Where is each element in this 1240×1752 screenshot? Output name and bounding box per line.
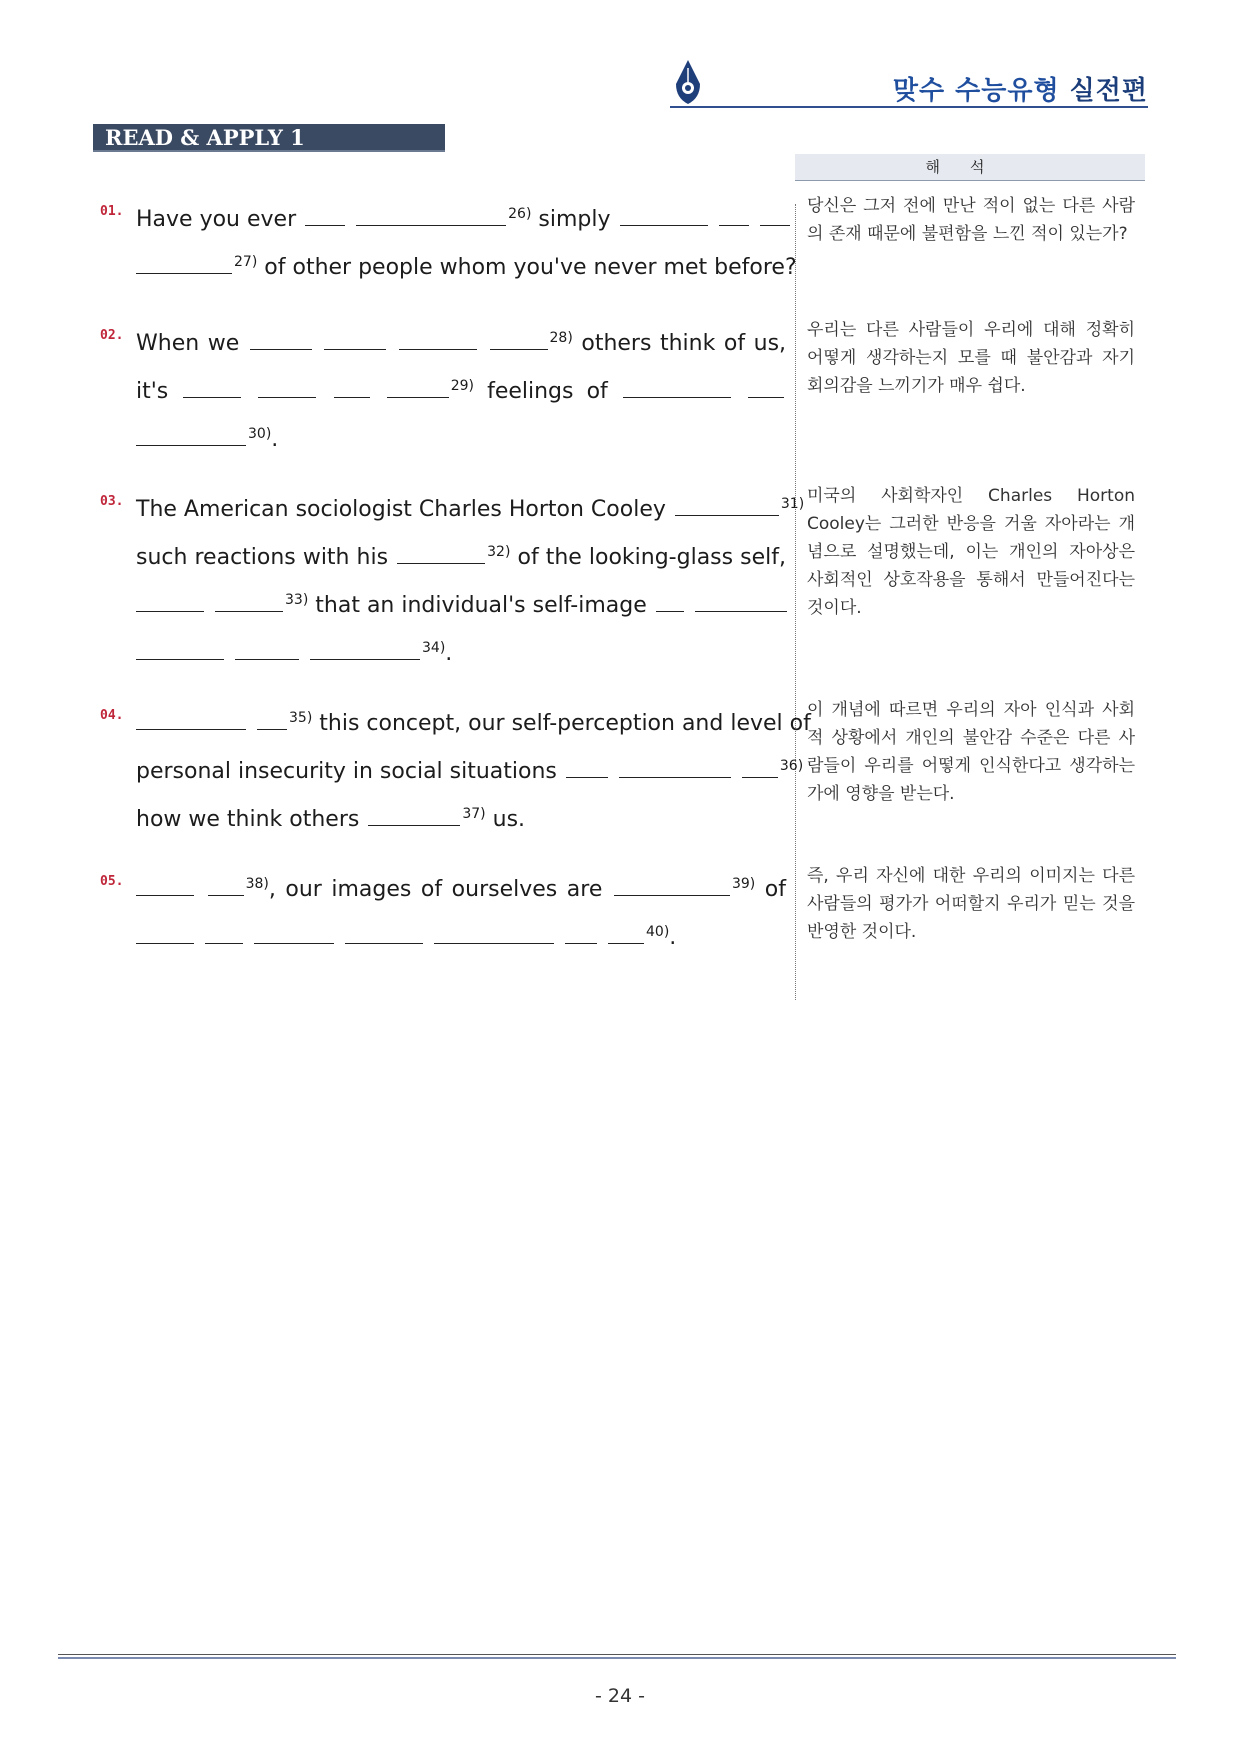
blank-number: 27): [234, 254, 258, 270]
text: that an individual's self-image: [315, 593, 647, 618]
blank-field[interactable]: [760, 207, 790, 226]
footer-rule: [58, 1654, 1176, 1655]
text: When we: [136, 331, 240, 356]
fountain-pen-logo-icon: [668, 58, 708, 108]
korean-translation: 이 개념에 따르면 우리의 자아 인식과 사회적 상황에서 개인의 불안감 수준은 다른 사람들이 우리를 어떻게 인식한다고 생각하는가에 영향을 받는다.: [807, 700, 1135, 804]
book-title-accent: 실전편: [1069, 76, 1148, 106]
blank-number: 29): [450, 378, 474, 394]
text: personal insecurity in social situations: [136, 759, 557, 784]
blank-number: 28): [549, 330, 573, 346]
blank-field[interactable]: [254, 925, 334, 944]
text: .: [271, 427, 279, 452]
blank-field[interactable]: [368, 807, 460, 826]
text: of the looking-glass self,: [517, 545, 787, 570]
blank-field[interactable]: [305, 207, 345, 226]
blank-field[interactable]: [490, 331, 548, 350]
blank-number: 38): [245, 876, 269, 892]
blank-field[interactable]: [136, 641, 224, 660]
sentence-line: [136, 860, 786, 908]
korean-translation: 미국의 사회학자인 Charles Horton Cooley는 그러한 반응을 거울 자아라는 개념으로 설명했는데, 이는 개인의 자아상은 사회적인 상호작용을 통해서 만들어진다는 것이다.: [807, 486, 1135, 618]
text: such reactions with his: [136, 545, 389, 570]
blank-field[interactable]: [619, 759, 731, 778]
blank-number: 34): [422, 640, 446, 656]
sentence-line: [136, 190, 786, 238]
blank-field[interactable]: [310, 641, 420, 660]
blank-field[interactable]: [345, 925, 423, 944]
blank-field[interactable]: [356, 207, 506, 226]
text: us.: [492, 807, 526, 832]
sentence-line: [136, 528, 786, 576]
blank-field[interactable]: [623, 379, 731, 398]
text: of: [764, 877, 787, 902]
text: Have you ever: [136, 207, 297, 232]
sentence-line: [136, 694, 811, 742]
text: of other people whom you've never met before?: [264, 255, 797, 280]
blank-field[interactable]: [136, 255, 232, 274]
blank-field[interactable]: [397, 545, 485, 564]
blank-number: 36): [779, 758, 804, 774]
blank-field[interactable]: [608, 925, 644, 944]
blank-field[interactable]: [324, 331, 386, 350]
blank-field[interactable]: [257, 711, 287, 730]
blank-field[interactable]: [399, 331, 477, 350]
blank-number: 31): [780, 496, 805, 512]
blank-field[interactable]: [258, 379, 316, 398]
column-divider: [795, 204, 796, 1000]
blank-field[interactable]: [566, 759, 608, 778]
sentence-line: [136, 576, 786, 624]
section-label: READ & APPLY 1: [93, 124, 445, 152]
blank-field[interactable]: [208, 877, 244, 896]
sentence-line: [136, 480, 805, 528]
text: .: [445, 641, 453, 666]
blank-field[interactable]: [565, 925, 597, 944]
item-number: 05.: [100, 874, 124, 889]
korean-translation: 즉, 우리 자신에 대한 우리의 이미지는 다른 사람들의 평가가 어떠할지 우리가 믿는 것을 반영한 것이다.: [807, 866, 1135, 942]
sentence-line: [136, 238, 797, 286]
blank-field[interactable]: [742, 759, 778, 778]
blank-field[interactable]: [136, 427, 246, 446]
blank-field[interactable]: [205, 925, 243, 944]
text: .: [669, 925, 677, 950]
sentence-line: [136, 410, 786, 458]
blank-field[interactable]: [183, 379, 241, 398]
blank-field[interactable]: [136, 593, 204, 612]
blank-field[interactable]: [719, 207, 749, 226]
blank-field[interactable]: [136, 711, 246, 730]
blank-field[interactable]: [387, 379, 449, 398]
blank-number: 32): [487, 544, 511, 560]
english-sentence: [136, 694, 811, 838]
blank-field[interactable]: [748, 379, 784, 398]
blank-field[interactable]: [614, 877, 730, 896]
blank-number: 37): [462, 806, 486, 822]
translation-header: 해석: [795, 154, 1145, 181]
korean-translation: 당신은 그저 전에 만난 적이 없는 다른 사람의 존재 때문에 불편함을 느낀 적이 있는가?: [807, 196, 1135, 244]
text: how we think others: [136, 807, 360, 832]
blank-field[interactable]: [215, 593, 283, 612]
blank-number: 39): [731, 876, 756, 892]
blank-field[interactable]: [250, 331, 312, 350]
text: this concept, our self-perception and level of: [319, 711, 811, 736]
item-number: 04.: [100, 708, 124, 723]
footer-rule-accent: [58, 1657, 1176, 1659]
english-sentence: [136, 314, 786, 458]
sentence-line: [136, 362, 786, 410]
text: feelings of: [487, 379, 608, 404]
korean-translation: 우리는 다른 사람들이 우리에 대해 정확히 어떻게 생각하는지 모를 때 불안감과 자기 회의감을 느끼기가 매우 쉽다.: [807, 320, 1135, 396]
item-number: 01.: [100, 204, 124, 219]
blank-field[interactable]: [334, 379, 370, 398]
blank-number: 33): [285, 592, 309, 608]
blank-field[interactable]: [136, 877, 194, 896]
text: , our images of ourselves are: [268, 877, 603, 902]
sentence-line: [136, 742, 804, 790]
english-sentence: [136, 860, 786, 956]
sentence-line: [136, 314, 786, 362]
blank-field[interactable]: [656, 593, 684, 612]
blank-number: 26): [508, 206, 532, 222]
english-sentence: [136, 480, 805, 672]
page-number: - 24 -: [595, 1685, 645, 1707]
text: it's: [136, 379, 169, 404]
blank-number: 40): [646, 924, 670, 940]
sentence-line: [136, 790, 786, 838]
english-sentence: [136, 190, 797, 286]
blank-field[interactable]: [675, 497, 779, 516]
text: simply: [538, 207, 611, 232]
text: The American sociologist Charles Horton Cooley: [136, 497, 666, 522]
blank-field[interactable]: [695, 593, 787, 612]
text: others think of us,: [581, 331, 787, 356]
blank-field[interactable]: [136, 925, 194, 944]
blank-number: 35): [289, 710, 313, 726]
blank-field[interactable]: [434, 925, 554, 944]
sentence-line: [136, 908, 786, 956]
blank-field[interactable]: [235, 641, 299, 660]
item-number: 03.: [100, 494, 124, 509]
book-title: [893, 70, 1148, 107]
item-number: 02.: [100, 328, 124, 343]
book-title-main: 맞수 수능유형: [892, 76, 1060, 106]
blank-field[interactable]: [620, 207, 708, 226]
blank-number: 30): [248, 426, 272, 442]
sentence-line: [136, 624, 786, 672]
